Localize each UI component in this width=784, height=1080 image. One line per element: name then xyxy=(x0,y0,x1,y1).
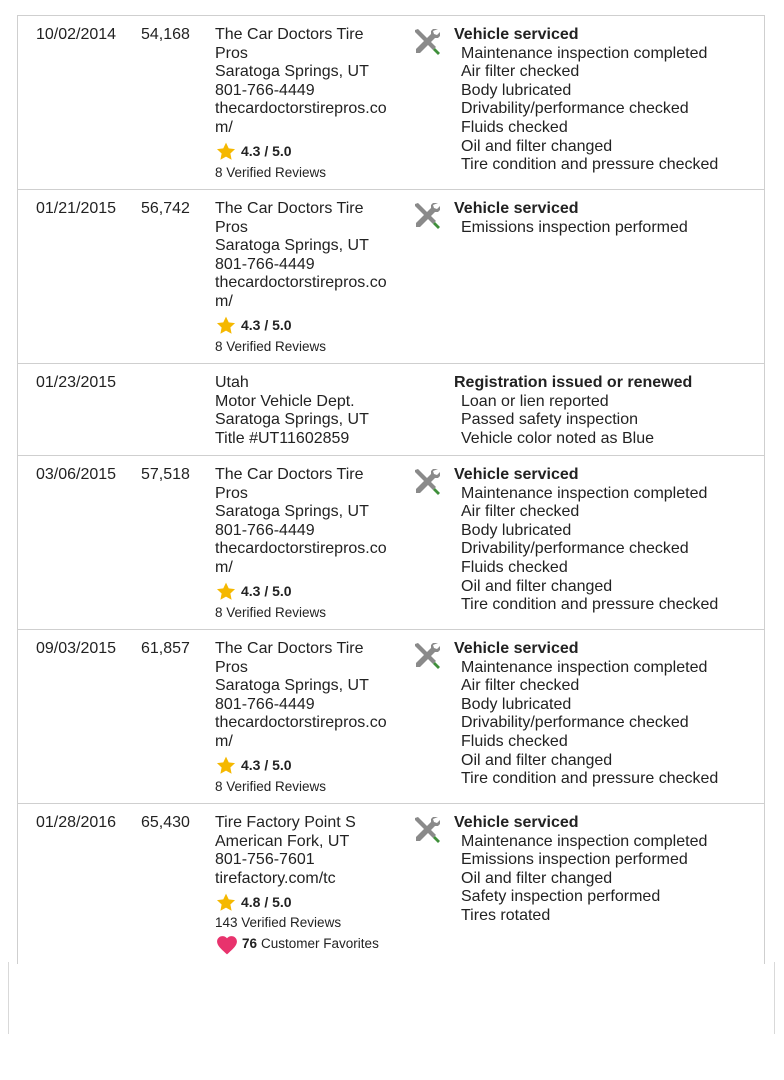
history-record xyxy=(18,364,764,456)
record-source xyxy=(215,26,409,182)
source-line: Pros xyxy=(215,484,248,502)
source-line: The Car Doctors Tire xyxy=(215,466,364,483)
customer-favorites xyxy=(215,934,409,954)
record-comments xyxy=(454,640,718,789)
comment-detail: Tire condition and pressure checked xyxy=(461,156,719,174)
comment-detail: Air filter checked xyxy=(461,63,580,81)
source-line: Saratoga Springs, UT xyxy=(215,63,369,81)
star-icon xyxy=(215,315,237,336)
source-line: Title #UT11602859 xyxy=(215,429,350,447)
record-mileage: 56,742 xyxy=(141,200,190,217)
record-comments xyxy=(454,466,718,615)
comment-detail: Fluids checked xyxy=(461,118,568,136)
source-line: American Fork, UT xyxy=(215,832,350,850)
comment-detail: Vehicle color noted as Blue xyxy=(461,429,655,447)
source-line: The Car Doctors Tire xyxy=(215,640,364,657)
comment-detail: Air filter checked xyxy=(461,677,580,695)
history-record xyxy=(18,16,764,190)
history-record xyxy=(18,630,764,804)
history-record xyxy=(18,804,764,964)
source-line: thecardoctorstirepros.co xyxy=(215,714,387,732)
rating-value: 4.8 / 5.0 xyxy=(241,894,292,911)
comment-detail: Oil and filter changed xyxy=(461,751,613,769)
record-date: 09/03/2015 xyxy=(36,640,117,657)
source-line: thecardoctorstirepros.co xyxy=(215,100,387,118)
vehicle-history-table xyxy=(17,15,765,964)
comment-detail: Tires rotated xyxy=(461,906,551,924)
comment-detail: Oil and filter changed xyxy=(461,137,613,155)
star-icon xyxy=(215,892,237,913)
source-line: Saratoga Springs, UT xyxy=(215,411,369,429)
verified-reviews-link[interactable]: 8 Verified Reviews xyxy=(215,604,327,620)
favorites-count: 76 xyxy=(242,936,258,952)
source-line: 801-766-4449 xyxy=(215,695,315,713)
record-comments xyxy=(454,814,707,926)
comment-detail: Drivability/performance checked xyxy=(461,540,689,558)
comment-detail: Tire condition and pressure checked xyxy=(461,596,719,614)
source-line: Saratoga Springs, UT xyxy=(215,503,369,521)
comment-detail: Oil and filter changed xyxy=(461,577,613,595)
source-line: Saratoga Springs, UT xyxy=(215,237,369,255)
star-icon xyxy=(215,141,237,162)
record-mileage: 61,857 xyxy=(141,640,190,657)
wrench-screwdriver-icon xyxy=(411,26,441,56)
source-line: 801-766-4449 xyxy=(215,81,315,99)
record-date: 01/23/2015 xyxy=(36,374,117,391)
star-icon xyxy=(215,755,237,776)
comment-detail: Maintenance inspection completed xyxy=(461,44,708,62)
rating xyxy=(215,757,409,775)
source-line: m/ xyxy=(215,558,233,576)
rating-value: 4.3 / 5.0 xyxy=(241,143,292,160)
comment-detail: Emissions inspection performed xyxy=(461,218,688,236)
verified-reviews-link[interactable]: 8 Verified Reviews xyxy=(215,338,327,354)
comment-detail: Fluids checked xyxy=(461,558,568,576)
record-source xyxy=(215,466,409,622)
source-line: thecardoctorstirepros.co xyxy=(215,274,387,292)
comment-detail: Oil and filter changed xyxy=(461,869,613,887)
rating xyxy=(215,893,409,911)
rating-value: 4.3 / 5.0 xyxy=(241,583,292,600)
record-comments xyxy=(454,200,688,237)
source-line: m/ xyxy=(215,118,233,136)
record-date: 03/06/2015 xyxy=(36,466,117,483)
comment-title: Vehicle serviced xyxy=(454,814,579,831)
verified-reviews-link[interactable]: 8 Verified Reviews xyxy=(215,164,327,180)
record-date: 01/21/2015 xyxy=(36,200,117,217)
source-line: Pros xyxy=(215,218,248,236)
record-comments xyxy=(454,26,718,175)
comment-detail: Safety inspection performed xyxy=(461,888,661,906)
favorites-label: Customer Favorites xyxy=(261,936,379,952)
record-date: 10/02/2014 xyxy=(36,26,117,43)
wrench-screwdriver-icon xyxy=(411,200,441,230)
rating-value: 4.3 / 5.0 xyxy=(241,757,292,774)
record-source xyxy=(215,374,409,448)
comment-detail: Maintenance inspection completed xyxy=(461,832,708,850)
wrench-screwdriver-icon xyxy=(411,814,441,844)
record-source xyxy=(215,200,409,356)
source-line: 801-766-4449 xyxy=(215,255,315,273)
comment-title: Vehicle serviced xyxy=(454,200,579,217)
record-comments xyxy=(454,374,692,448)
source-line: thecardoctorstirepros.co xyxy=(215,540,387,558)
source-line: Utah xyxy=(215,374,249,391)
table-continuation xyxy=(8,962,775,1034)
source-line: 801-756-7601 xyxy=(215,851,315,869)
comment-title: Registration issued or renewed xyxy=(454,374,693,391)
comment-detail: Drivability/performance checked xyxy=(461,100,689,118)
star-icon xyxy=(215,581,237,602)
comment-detail: Body lubricated xyxy=(461,695,572,713)
source-line: Tire Factory Point S xyxy=(215,814,356,831)
comment-detail: Tire condition and pressure checked xyxy=(461,770,719,788)
rating-value: 4.3 / 5.0 xyxy=(241,317,292,334)
source-line: 801-766-4449 xyxy=(215,521,315,539)
wrench-screwdriver-icon xyxy=(411,640,441,670)
comment-detail: Drivability/performance checked xyxy=(461,714,689,732)
comment-detail: Fluids checked xyxy=(461,732,568,750)
rating xyxy=(215,583,409,601)
source-line: The Car Doctors Tire xyxy=(215,200,364,217)
comment-title: Vehicle serviced xyxy=(454,640,579,657)
record-source xyxy=(215,814,409,954)
verified-reviews-link[interactable]: 143 Verified Reviews xyxy=(215,915,342,931)
source-line: m/ xyxy=(215,732,233,750)
record-mileage: 57,518 xyxy=(141,466,190,483)
comment-detail: Body lubricated xyxy=(461,521,572,539)
history-record xyxy=(18,190,764,364)
comment-detail: Body lubricated xyxy=(461,81,572,99)
wrench-screwdriver-icon xyxy=(411,466,441,496)
record-mileage: 65,430 xyxy=(141,814,190,831)
source-line: Motor Vehicle Dept. xyxy=(215,392,355,410)
comment-title: Vehicle serviced xyxy=(454,26,579,43)
verified-reviews-link[interactable]: 8 Verified Reviews xyxy=(215,778,327,794)
source-line: The Car Doctors Tire xyxy=(215,26,364,43)
comment-detail: Emissions inspection performed xyxy=(461,851,688,869)
comment-detail: Maintenance inspection completed xyxy=(461,484,708,502)
comment-detail: Loan or lien reported xyxy=(461,392,609,410)
source-line: Pros xyxy=(215,44,248,62)
rating xyxy=(215,317,409,335)
source-line: m/ xyxy=(215,292,233,310)
source-line: Saratoga Springs, UT xyxy=(215,677,369,695)
source-line: tirefactory.com/tc xyxy=(215,869,336,887)
record-source xyxy=(215,640,409,796)
rating xyxy=(215,143,409,161)
history-record xyxy=(18,456,764,630)
comment-detail: Air filter checked xyxy=(461,503,580,521)
heart-icon xyxy=(215,934,239,955)
comment-detail: Passed safety inspection xyxy=(461,411,638,429)
record-mileage: 54,168 xyxy=(141,26,190,43)
record-date: 01/28/2016 xyxy=(36,814,117,831)
comment-title: Vehicle serviced xyxy=(454,466,579,483)
source-line: Pros xyxy=(215,658,248,676)
comment-detail: Maintenance inspection completed xyxy=(461,658,708,676)
